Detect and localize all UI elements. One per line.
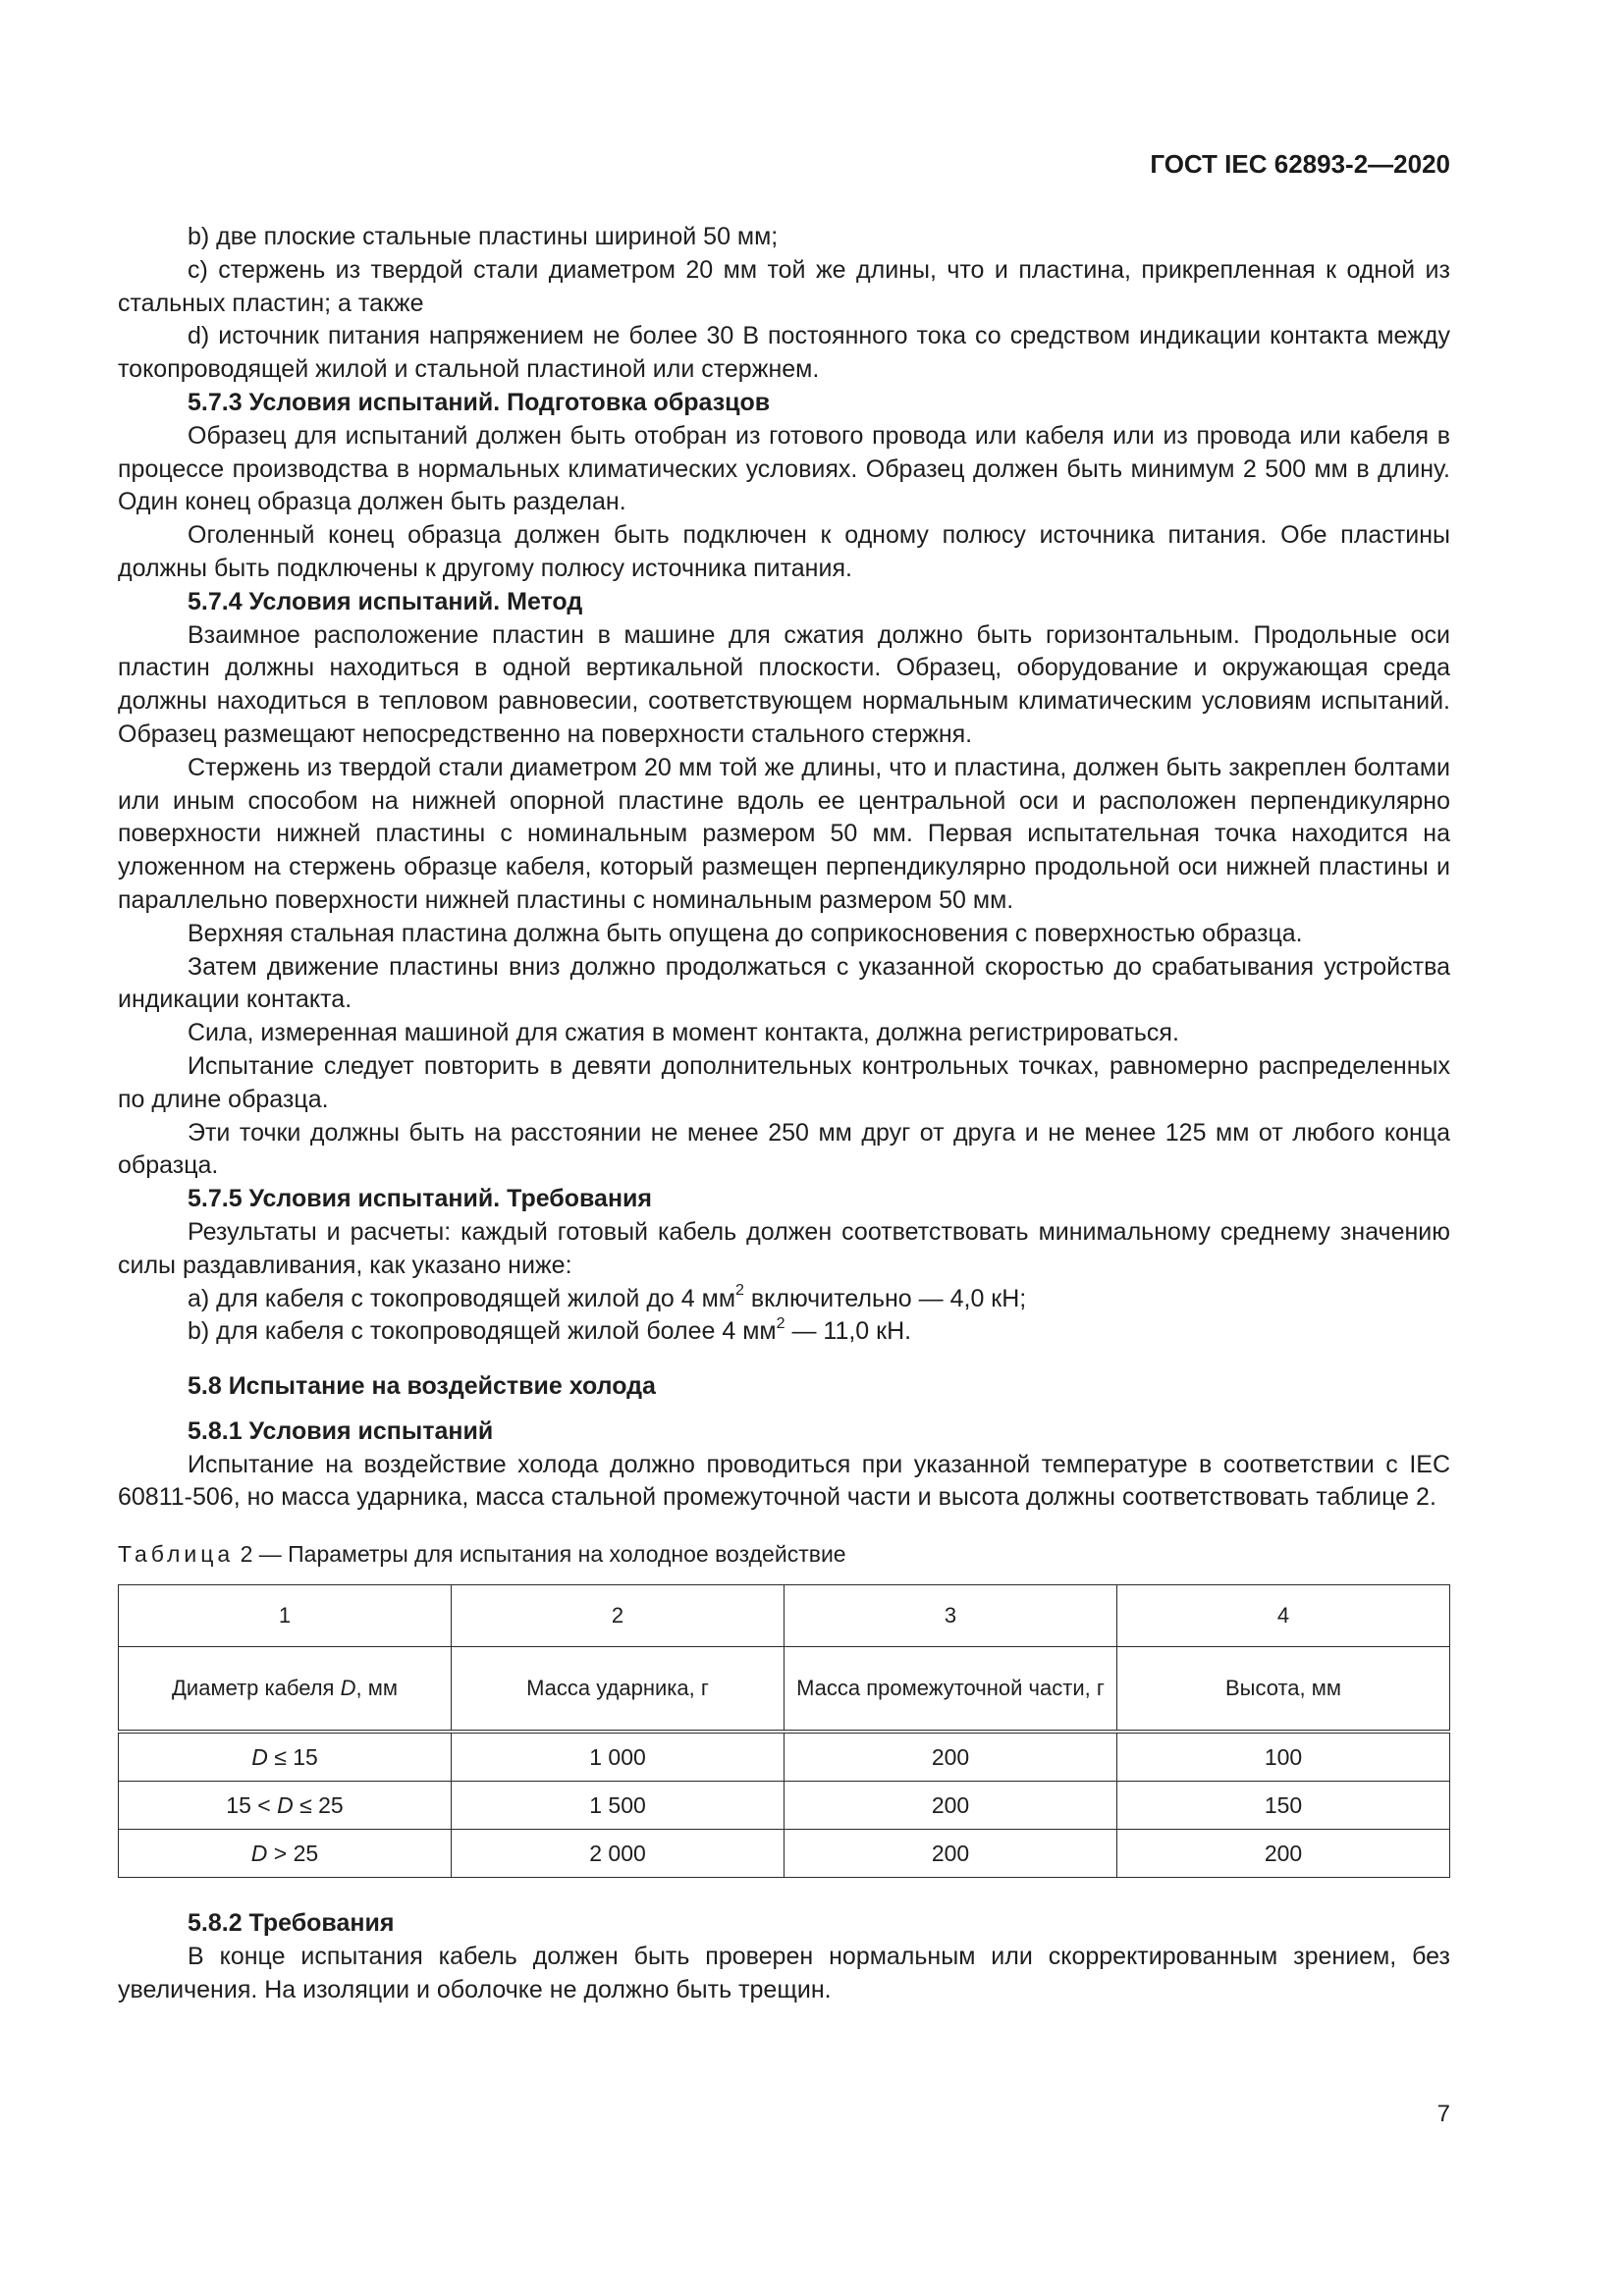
document-body [118, 221, 1450, 2006]
variable-d: D [250, 1841, 268, 1867]
column-number: 1 [119, 1585, 452, 1647]
column-number: 4 [1117, 1585, 1450, 1647]
section-heading-5-7-3: 5.7.3 Условия испытаний. Подготовка образцов [188, 388, 771, 416]
paragraph: Взаимное расположение пластин в машине для сжатия должно быть горизонтальным. Продольные оси пластин должны находиться в одной вертикальной плоскости. Образец, оборудование и окружающая среда должны находиться в тепловом равновесии, соответствующем нормальным климатическим условиям испытаний. Образец размещают непосредственно на поверхности стального стержня. [118, 620, 1450, 748]
paragraph: Стержень из твердой стали диаметром 20 мм той же длины, что и пластина, должен быть закреплен болтами или иным способом на нижней опорной пластине вдоль ее центральной оси и расположен перпендикулярно поверхности нижней пластины с номинальным размером 50 мм. Первая испытательная точка находится на уложенном на стержень образце кабеля, который размещен перпендикулярно продольной оси нижней пластины и параллельно поверхности нижней пластины с номинальным размером 50 мм. [118, 753, 1450, 914]
document-header: ГОСТ IEC 62893-2—2020 [1150, 149, 1450, 179]
section-heading-5-8-1: 5.8.1 Условия испытаний [188, 1416, 494, 1445]
header-height: Высота, мм [1117, 1647, 1450, 1733]
superscript: 2 [735, 1282, 744, 1300]
paragraph: Образец для испытаний должен быть отобран из готового провода или кабеля или из провода или кабеля в процессе производства в нормальных климатических условиях. Образец должен быть минимум 2 500 мм в длину. Один конец образца должен быть разделан. [118, 421, 1450, 516]
paragraph: Затем движение пластины вниз должно продолжаться с указанной скоростью до срабатывания устройства индикации контакта. [118, 952, 1450, 1014]
cell-intermediate-mass: 200 [785, 1732, 1117, 1782]
cell-text: 15 < [226, 1792, 278, 1819]
list-item-b: b) две плоские стальные пластины шириной 50 мм; [188, 223, 779, 250]
cell-striker-mass: 1 000 [452, 1732, 785, 1782]
table-row [119, 1782, 1450, 1830]
cell-intermediate-mass: 200 [785, 1830, 1117, 1878]
table-row [119, 1830, 1450, 1878]
superscript: 2 [776, 1314, 785, 1332]
paragraph: Верхняя стальная пластина должна быть опущена до соприкосновения с поверхностью образца. [188, 919, 1303, 947]
cell-text: > 25 [267, 1841, 319, 1867]
list-item-a [118, 1283, 1450, 1316]
variable-d: D [251, 1744, 268, 1771]
list-item-text: b) для кабеля с токопроводящей жилой более 4 мм [188, 1317, 777, 1346]
table-caption-label: Таблица [118, 1541, 235, 1568]
table-column-numbers [119, 1585, 1450, 1647]
list-item-text: включительно — 4,0 кН; [743, 1284, 1027, 1312]
header-intermediate-mass: Масса промежуточной части, г [785, 1647, 1117, 1733]
cell-text: ≤ 15 [267, 1744, 318, 1771]
header-text: Диаметр кабеля [172, 1676, 341, 1701]
table-caption-text: 2 — Параметры для испытания на холодное воздействие [234, 1541, 846, 1568]
cell-height: 100 [1117, 1732, 1450, 1782]
list-item-c: c) стержень из твердой стали диаметром 20 мм той же длины, что и пластина, прикрепленная к одной из стальных пластин; а также [118, 255, 1450, 317]
cell-striker-mass: 1 500 [452, 1782, 785, 1830]
section-heading-5-8-2: 5.8.2 Требования [188, 1909, 395, 1938]
cell-diameter [119, 1830, 452, 1878]
paragraph: В конце испытания кабель должен быть проверен нормальным или скорректированным зрением, без увеличения. На изоляции и оболочке не должно быть трещин. [118, 1942, 1450, 2003]
header-text: , мм [355, 1676, 398, 1701]
variable-d: D [340, 1676, 356, 1701]
paragraph: Эти точки должны быть на расстоянии не менее 250 мм друг от друга и не менее 125 мм от любого конца образца. [118, 1118, 1450, 1180]
table-header-row [119, 1647, 1450, 1733]
header-cable-diameter [119, 1647, 452, 1733]
list-item-d: d) источник питания напряжением не более 30 В постоянного тока со средством индикации контакта между токопроводящей жилой и стальной пластиной или стержнем. [118, 322, 1450, 384]
paragraph: Результаты и расчеты: каждый готовый кабель должен соответствовать минимальному среднему значению силы раздавливания, как указано ниже: [118, 1217, 1450, 1279]
list-item-text: — 11,0 кН. [785, 1317, 912, 1346]
parameters-table [118, 1584, 1450, 1878]
cell-diameter [119, 1782, 452, 1830]
page-number: 7 [1436, 2101, 1450, 2127]
list-item-text: a) для кабеля с токопроводящей жилой до 4 мм [188, 1284, 736, 1312]
column-number: 2 [452, 1585, 785, 1647]
table-caption [118, 1538, 1450, 1572]
section-heading-5-8: 5.8 Испытание на воздействие холода [188, 1372, 656, 1401]
section-heading-5-7-5: 5.7.5 Условия испытаний. Требования [188, 1185, 652, 1213]
cell-diameter [119, 1732, 452, 1782]
section-heading-5-7-4: 5.7.4 Условия испытаний. Метод [188, 587, 583, 615]
paragraph: Испытание на воздействие холода должно проводиться при указанной температуре в соответствии с IEC 60811-506, но масса ударника, масса стальной промежуточной части и высота должны соответствовать таблице 2. [118, 1450, 1450, 1512]
paragraph: Сила, измеренная машиной для сжатия в момент контакта, должна регистрироваться. [188, 1019, 1179, 1047]
paragraph: Оголенный конец образца должен быть подключен к одному полюсу источника питания. Обе пластины должны быть подключены к другому полюсу источника питания. [118, 521, 1450, 582]
list-item-b2 [118, 1315, 1450, 1349]
variable-d: D [277, 1792, 294, 1819]
cell-striker-mass: 2 000 [452, 1830, 785, 1878]
cell-text: ≤ 25 [293, 1792, 344, 1819]
paragraph: Испытание следует повторить в девяти дополнительных контрольных точках, равномерно распределенных по длине образца. [118, 1051, 1450, 1113]
cell-height: 200 [1117, 1830, 1450, 1878]
column-number: 3 [785, 1585, 1117, 1647]
cell-height: 150 [1117, 1782, 1450, 1830]
header-striker-mass: Масса ударника, г [452, 1647, 785, 1733]
cell-intermediate-mass: 200 [785, 1782, 1117, 1830]
table-row [119, 1732, 1450, 1782]
